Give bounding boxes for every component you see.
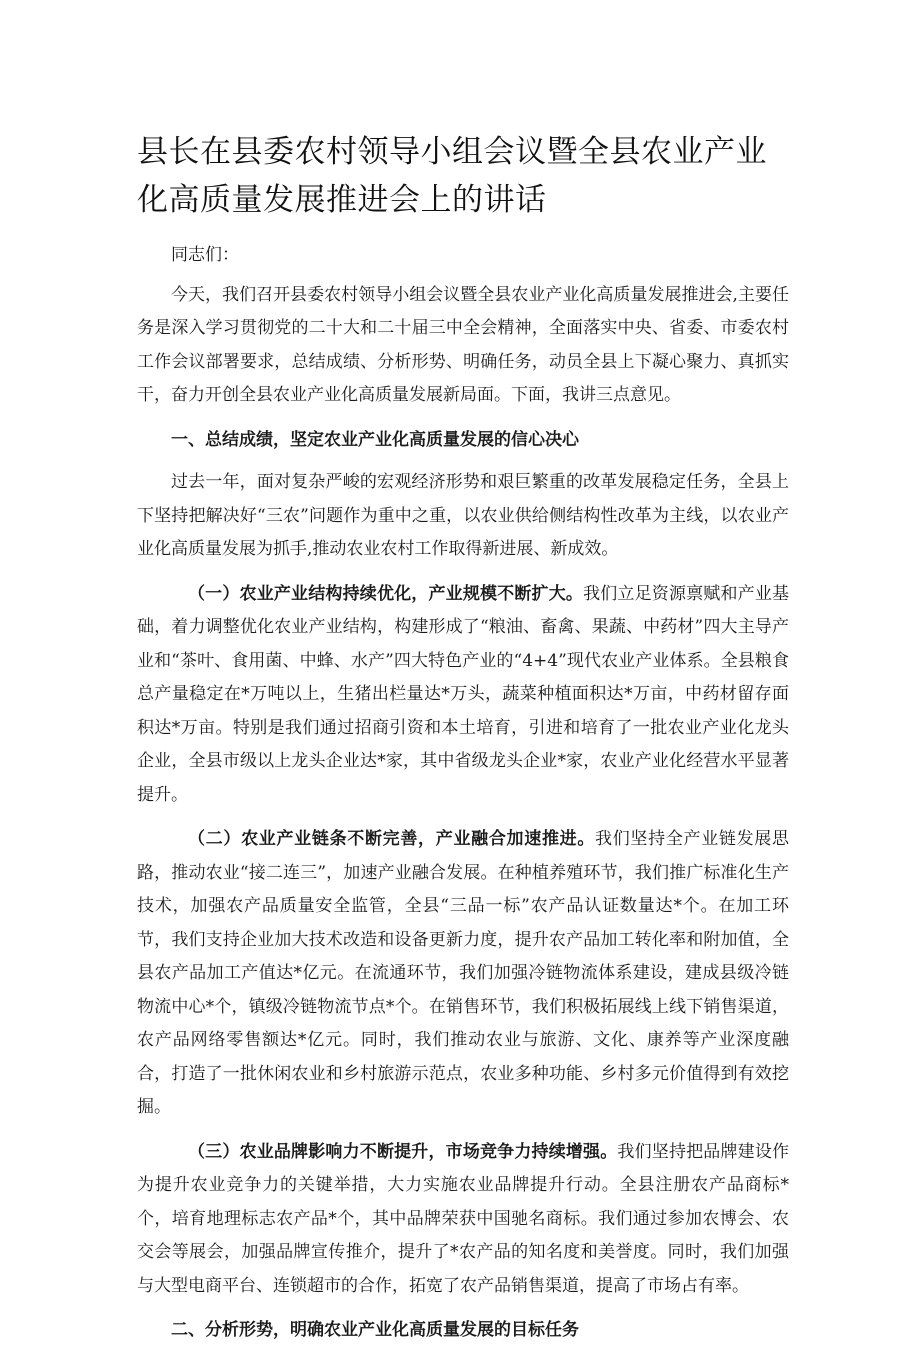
item-3-lead: （三）农业品牌影响力不断提升，市场竞争力持续增强。 [188,1141,618,1162]
intro-paragraph: 今天，我们召开县委农村领导小组会议暨全县农业产业化高质量发展推进会,主要任务是深入学习贯彻党的二十大和二十届三中全会精神，全面落实中央、省委、市委农村工作会议部署要求，总结成绩、分析形势、明确任务，动员全县上下凝心聚力、真抓实干，奋力开创全县农业产业化高质量发展新局面。下面，我讲三点意见。 [137,284,789,405]
greeting: 同志们： [171,245,239,265]
item-1-lead: （一）农业产业结构持续优化，产业规模不断扩大。 [188,583,584,604]
document-title: 县长在县委农村领导小组会议暨全县农业产业化高质量发展推进会上的讲话 [137,134,767,218]
item-2-lead: （二）农业产业链条不断完善，产业融合加速推进。 [188,829,596,849]
section-1-item-3 [137,1136,789,1304]
item-3-text: 我们坚持把品牌建设作为提升农业竞争力的关键举措，大力实施农业品牌提升行动。全县注册农产品商标*个，培育地理标志农产品*个，其中品牌荣获中国驰名商标。我们通过参加农博会、农交会等展会，加强品牌宣传推介，提升了*农产品的知名度和美誉度。同时，我们加强与大型电商平台、连锁超市的合作，拓宽了农产品销售渠道，提高了市场占有率。 [137,1141,790,1296]
section-2-heading: 二、分析形势，明确农业产业化高质量发展的目标任务 [171,1320,579,1340]
section-1-item-2 [137,823,789,1125]
section-1-paragraph: 过去一年，面对复杂严峻的宏观经济形势和艰巨繁重的改革发展稳定任务，全县上下坚持把解决好“三农”问题作为重中之重，以农业供给侧结构性改革为主线，以农业产业化高质量发展为抓手,推动农业农村工作取得新进展、新成效。 [137,472,789,559]
document-body [137,239,789,1357]
section-1-heading: 一、总结成绩，坚定农业产业化高质量发展的信心决心 [171,429,579,450]
section-1-item-1 [137,578,789,813]
item-1-text: 我们立足资源禀赋和产业基础，着力调整优化农业产业结构，构建形成了“粮油、畜禽、果蔬、中药材”四大主导产业和“茶叶、食用菌、中蜂、水产”四大特色产业的“4+4”现代农业产业体系。全县粮食总产量稳定在*万吨以上，生猪出栏量达*万头，蔬菜种植面积达*万亩，中药材留存面积达*万亩。特别是我们通过招商引资和本土培育，引进和培育了一批农业产业化龙头企业，全县市级以上龙头企业达*家，其中省级龙头企业*家，农业产业化经营水平显著提升。 [137,583,790,805]
item-2-text: 我们坚持全产业链发展思路，推动农业“接二连三”，加速产业融合发展。在种植养殖环节，我们推广标准化生产技术，加强农产品质量安全监管，全县“三品一标”农产品认证数量达*个。在加工环节，我们支持企业加大技术改造和设备更新力度，提升农产品加工转化率和附加值，全县农产品加工产值达*亿元。在流通环节，我们加强冷链物流体系建设，建成县级冷链物流中心*个，镇级冷链物流节点*个。在销售环节，我们积极拓展线上线下销售渠道，农产品网络零售额达*亿元。同时，我们推动农业与旅游、文化、康养等产业深度融合，打造了一批休闲农业和乡村旅游示范点，农业多种功能、乡村多元价值得到有效挖掘。 [137,829,790,1117]
